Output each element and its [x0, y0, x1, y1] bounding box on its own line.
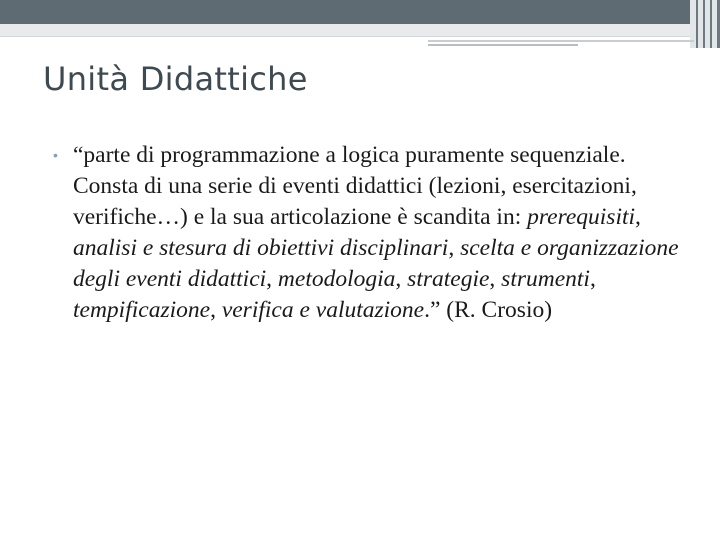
bullet-text-segment: ,: [266, 266, 278, 292]
corner-stripe: [703, 0, 705, 48]
bullet-text: [73, 142, 679, 323]
bullet-text-segment: ,: [448, 235, 461, 261]
accent-line: [428, 40, 694, 42]
bullet-text-italic: strumenti: [501, 266, 590, 292]
bullet-text-italic: strategie: [407, 266, 490, 292]
bullet-text-segment: ,: [589, 266, 596, 292]
bullet-text-segment: “parte di programmazione a logica puramente sequenziale. Consta di una serie di eventi didattici (lezioni, esercitazioni, verifiche…) e la sua articolazione è scandita in:: [73, 142, 637, 230]
header-divider: [0, 36, 720, 37]
bullet-text-italic: prerequisiti: [527, 204, 636, 230]
bullet-text-segment: ,: [635, 204, 641, 230]
accent-line: [428, 44, 578, 46]
bullet-text-italic: analisi e stesura di obiettivi disciplinari: [73, 235, 449, 261]
bullet-text-segment: ,: [489, 266, 502, 292]
bullet-marker: •: [53, 147, 58, 163]
corner-stripe: [710, 0, 712, 48]
bullet-text-italic: tempificazione: [73, 297, 211, 323]
header-band-light: [0, 24, 720, 36]
slide-body: [50, 140, 690, 326]
bullet-text-italic: scelta e organizzazione degli eventi didattici: [73, 235, 679, 292]
bullet-text-segment: ,: [210, 297, 222, 323]
bullet-item: [50, 140, 690, 326]
slide-title: Unità Didattiche: [43, 60, 308, 98]
header-band: [0, 0, 720, 24]
bullet-text-italic: metodologia: [277, 266, 396, 292]
bullet-text-segment: ,: [395, 266, 408, 292]
corner-block: [690, 0, 720, 48]
corner-stripe: [696, 0, 698, 48]
bullet-text-segment: .” (R. Crosio): [424, 297, 553, 323]
bullet-text-italic: verifica e valutazione: [221, 297, 425, 323]
